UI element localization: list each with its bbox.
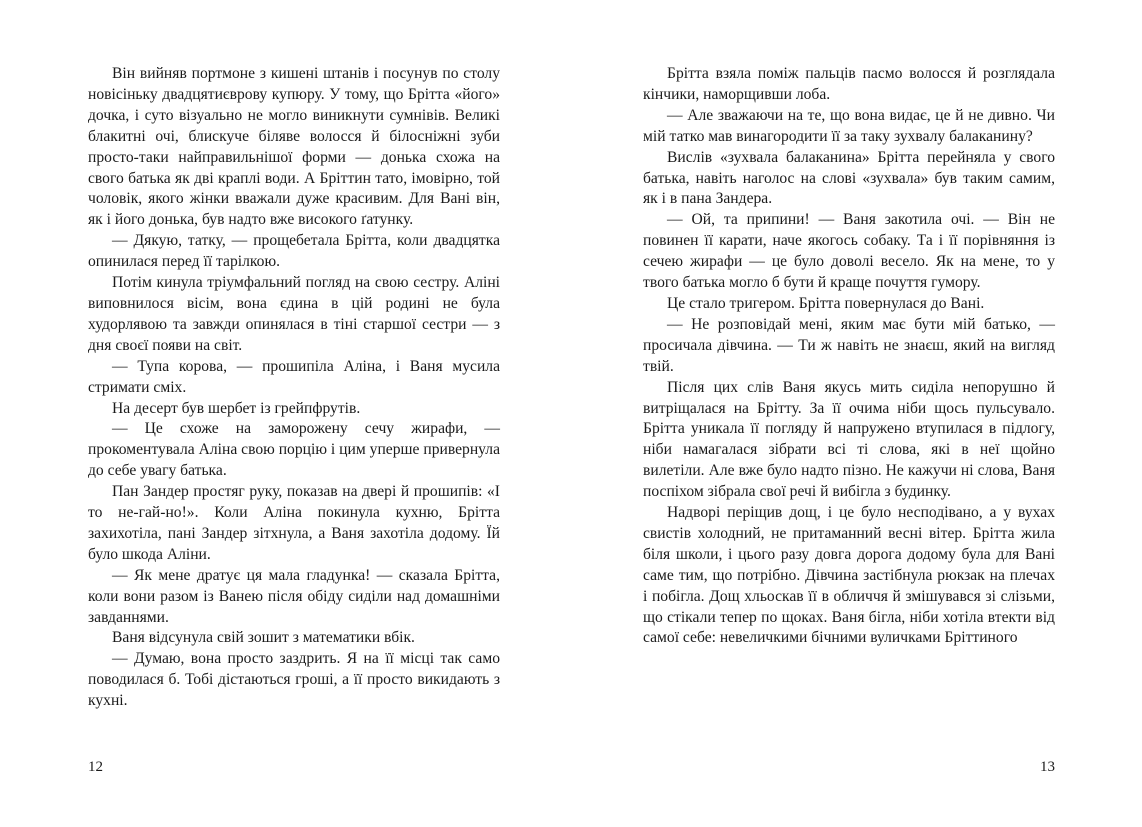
paragraph: — Думаю, вона просто заздрить. Я на її місці так само поводилася б. Тобі дістаються гроші, а її просто викидають з кухні. [88,650,500,710]
left-page-text [88,64,500,712]
paragraph: — Це схоже на заморожену сечу жирафи, — прокоментувала Аліна свою порцію і цим уперше привернула до себе увагу батька. [88,420,500,480]
paragraph: На десерт був шербет із грейпфрутів. [112,399,361,417]
paragraph: Після цих слів Ваня якусь мить сиділа непорушно й витріщалася на Брітту. За її очима ніби щось пульсувало. Брітта уникала її погляду й напружено втупилася в підлогу, ніби намагалася зібрати всі ті слова, які в неї щойно вилетіли. Але вже було надто пізно. Не кажучи ні слова, Ваня поспіхом зібрала свої речі й вибігла з будинку. [643,378,1055,501]
paragraph: Ваня відсунула свій зошит з математики вбік. [112,629,415,647]
right-page-text [643,64,1055,649]
paragraph: Пан Зандер простяг руку, показав на двері й прошипів: «І то не-гай-но!». Коли Аліна покинула кухню, Брітта захихотіла, пані Зандер зітхнула, а Ваня захотіла додому. Їй було шкода Аліни. [88,483,500,563]
left-page [88,64,500,712]
paragraph: — Як мене дратує ця мала гладунка! — сказала Брітта, коли вони разом із Ванею після обіду сиділи над домашніми завданнями. [88,566,500,626]
paragraph: Потім кинула тріумфальний погляд на свою сестру. Аліні виповнилося вісім, вона єдина в цій родині не була худорлявою та завжди опинялася в тіні старшої сестри — з дня своєї появи на світ. [88,274,500,354]
paragraph: — Дякую, татку, — прощебетала Брітта, коли двадцятка опинилася перед її тарілкою. [88,232,500,271]
paragraph: Це стало тригером. Брітта повернулася до Вані. [667,294,985,312]
paragraph: — Не розповідай мені, яким має бути мій батько, — просичала дівчина. — Ти ж навіть не знаєш, який на вигляд твій. [643,315,1055,375]
paragraph: Брітта взяла поміж пальців пасмо волосся й розглядала кінчики, наморщивши лоба. [643,65,1055,103]
paragraph: Він вийняв портмоне з кишені штанів і посунув по столу новісіньку двадцятиєврову купюру. У тому, що Брітта «його» дочка, і суто візуально не могло виникнути сумнівів. Великі блакитні очі, блискуче біляве волосся й білосніжні зуби просто-таки найправильнішої форми — донька схожа на свого батька як дві краплі води. А Бріттин тато, імовірно, той чоловік, якого жінки вважали дуже красивим. Для Вані він, як і його донька, був надто вже високого ґатунку. [88,65,500,229]
paragraph: Надворі періщив дощ, і це було несподівано, а у вухах свистів холодний, не притаманний весні вітер. Брітта жила біля школи, і цього разу довга дорога додому була для Вані саме тим, що потрібно. Дівчина застібнула рюкзак на плечах і побігла. Дощ хльоскав її в обличчя й змішувався зі слізьми, що стікали тепер по щоках. Ваня бігла, ніби хотіла втекти від самої себе: невеличкими бічними вуличками Бріттиного [643,504,1055,647]
right-page [643,64,1055,649]
paragraph: — Ой, та припини! — Ваня закотила очі. — Він не повинен її карати, наче якогось собаку. Та і її порівняння із сечею жирафи — це було доволі весело. Як на мене, то у твого батька могло б бути й краще почуття гумору. [643,211,1055,292]
paragraph: Вислів «зухвала балаканина» Брітта перейняла у свого батька, навіть наголос на слові «зухвала» був таким самим, як і в пана Зандера. [643,148,1055,208]
paragraph: — Але зважаючи на те, що вона видає, це й не дивно. Чи мій татко мав винагородити її за таку зухвалу балаканину? [643,106,1055,145]
page-number-left: 12 [88,759,103,775]
paragraph: — Тупа корова, — прошипіла Аліна, і Ваня мусила стримати сміх. [88,357,500,396]
page-number-right: 13 [1040,759,1055,775]
